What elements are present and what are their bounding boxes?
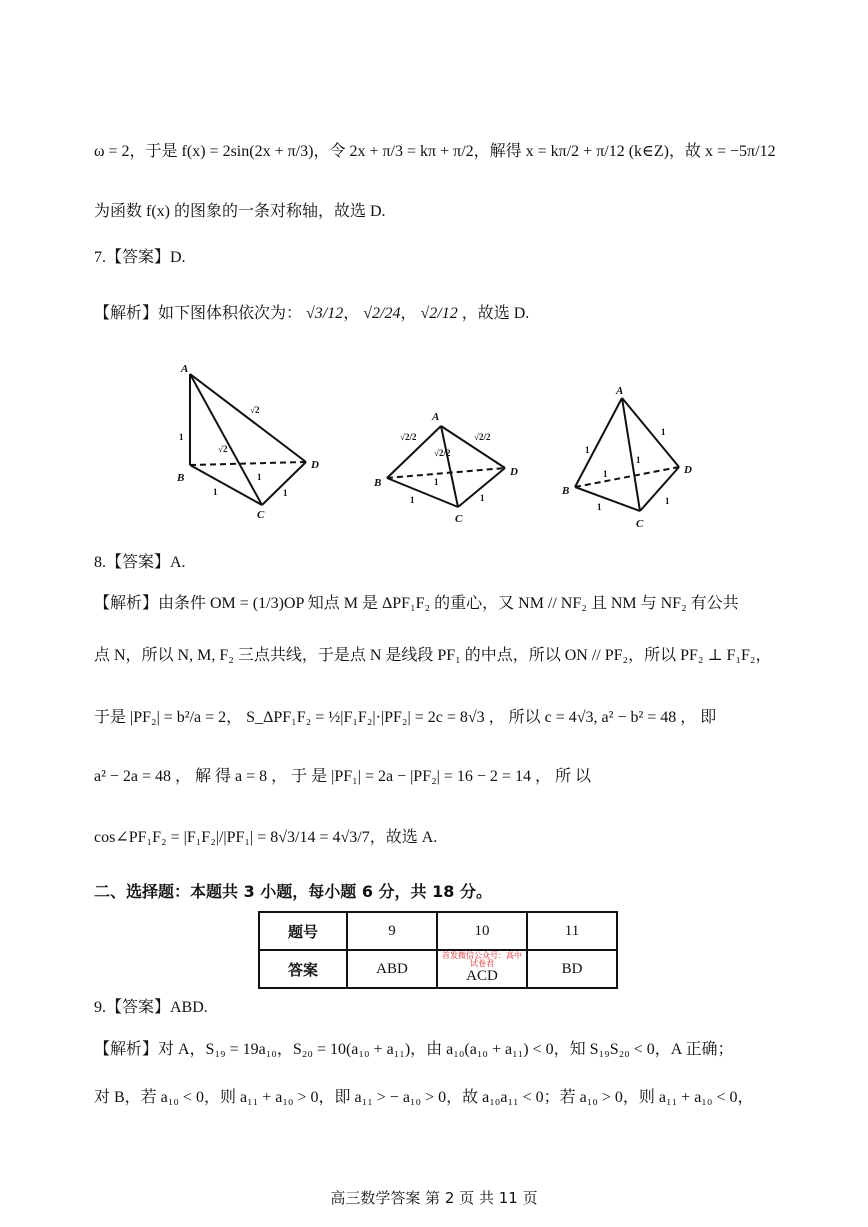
fig2-edge-BC: 1 bbox=[410, 495, 415, 505]
fig3-label-D: D bbox=[684, 464, 692, 476]
question-number-cell: 11 bbox=[527, 912, 617, 950]
fig2-label-D: D bbox=[510, 466, 518, 478]
answer-9-text: 9.【答案】ABD. bbox=[94, 999, 208, 1016]
fig3-edge-BC: 1 bbox=[597, 502, 602, 512]
analysis-8-text-4: a² − 2a = 48 ， 解 得 a = 8 ， 于 是 |PF₁| = 2a − |PF₂| = 16 − 2 = 14 ， 所 以 bbox=[94, 768, 591, 785]
analysis-7-prefix: 【解析】如下图体积依次为： bbox=[94, 305, 303, 322]
row-label-number: 题号 bbox=[259, 912, 347, 950]
fig3-edge-BD: 1 bbox=[603, 469, 608, 479]
answer-9 bbox=[94, 996, 774, 1020]
fig2-edge-AC: √2/2 bbox=[434, 448, 451, 458]
fig3-edge-AC: 1 bbox=[636, 455, 641, 465]
volume-3: √2/12 bbox=[420, 305, 458, 322]
question-number-cell: 9 bbox=[347, 912, 437, 950]
fig1-label-B: B bbox=[177, 472, 185, 484]
answer-value: ACD bbox=[466, 967, 498, 984]
fig2-label-A: A bbox=[432, 411, 440, 423]
analysis-8-text-3: 于是 |PF₂| = b²/a = 2， S_ΔPF₁F₂ = ½|F₁F₂|·|PF₂| = 2c = 8√3 ， 所以 c = 4√3, a² − b² = 48 ， 即 bbox=[94, 709, 717, 726]
analysis-8-line-3 bbox=[94, 706, 774, 730]
fig2-edge-AD: √2/2 bbox=[474, 432, 491, 442]
section-heading bbox=[94, 880, 774, 904]
omega-symmetry-axis-text: ω = 2，于是 f(x) = 2sin(2x + π/3)，令 2x + π/3 = kπ + π/2，解得 x = kπ/2 + π/12 (k∈Z)，故 x = −5π/12 bbox=[94, 143, 776, 160]
answer-table bbox=[258, 911, 618, 989]
answer-cell bbox=[437, 950, 527, 988]
analysis-9-line-2 bbox=[94, 1086, 774, 1110]
fig3-edge-AB: 1 bbox=[585, 445, 590, 455]
table-row bbox=[259, 950, 617, 988]
fig1-edge-BD: 1 bbox=[257, 472, 262, 482]
fig3-edge-CD: 1 bbox=[665, 496, 670, 506]
solution-line-1 bbox=[94, 140, 774, 164]
answer-cell bbox=[527, 950, 617, 988]
analysis-8-text-1: 【解析】由条件 OM = (1/3)OP 知点 M 是 ΔPF₁F₂ 的重心，又 NM // NF₂ 且 NM 与 NF₂ 有公共 bbox=[94, 595, 739, 612]
analysis-7-suffix: ，故选 D. bbox=[461, 305, 530, 322]
answer-cell bbox=[347, 950, 437, 988]
fig1-label-C: C bbox=[257, 509, 265, 521]
fig2-edge-AB: √2/2 bbox=[400, 432, 417, 442]
fig3-label-C: C bbox=[636, 518, 644, 530]
fig1-edge-AB: 1 bbox=[179, 432, 184, 442]
answer-8-text: 8.【答案】A. bbox=[94, 554, 186, 571]
volume-1: √3/12 bbox=[306, 305, 344, 322]
answer-7-text: 7.【答案】D. bbox=[94, 249, 186, 266]
fig3-label-A: A bbox=[616, 385, 624, 397]
volume-2: √2/24 bbox=[363, 305, 401, 322]
answer-value: BD bbox=[561, 960, 583, 977]
symmetry-conclusion-text: 为函数 f(x) 的图象的一条对称轴，故选 D. bbox=[94, 203, 386, 220]
analysis-8-line-4 bbox=[94, 765, 774, 789]
fig1-edge-AD: √2 bbox=[250, 405, 260, 415]
fig1-label-A: A bbox=[181, 363, 189, 375]
tetrahedron-figures bbox=[0, 360, 868, 540]
analysis-9-text-2: 对 B，若 a₁₀ < 0，则 a₁₁ + a₁₀ > 0，即 a₁₁ > − a₁₀ > 0，故 a₁₀a₁₁ < 0；若 a₁₀ > 0，则 a₁₁ + a₁₀ < 0， bbox=[94, 1089, 754, 1106]
fig1-edge-BC: 1 bbox=[213, 487, 218, 497]
watermark-text: 首发微信公众号：高中试卷君 bbox=[442, 950, 522, 968]
analysis-7: 【解析】如下图体积依次为： √3/12， √2/24， √2/12 ，故选 D. bbox=[94, 305, 530, 322]
fig1-label-D: D bbox=[311, 459, 319, 471]
page-footer: 高三数学答案 第 2 页 共 11 页 bbox=[330, 1189, 538, 1207]
answer-value: ABD bbox=[376, 960, 408, 977]
fig2-label-C: C bbox=[455, 513, 463, 525]
fig1-edge-CD: 1 bbox=[283, 488, 288, 498]
analysis-9-text-1: 【解析】对 A，S₁₉ = 19a₁₀，S₂₀ = 10(a₁₀ + a₁₁)，由 a₁₀(a₁₀ + a₁₁) < 0，知 S₁₉S₂₀ < 0，A 正确； bbox=[94, 1041, 734, 1058]
fig1-edge-AC: √2 bbox=[218, 444, 228, 454]
section-heading-text: 二、选择题：本题共 3 小题，每小题 6 分，共 18 分。 bbox=[94, 882, 492, 901]
analysis-8-line-5 bbox=[94, 826, 774, 850]
fig2-label-B: B bbox=[374, 477, 382, 489]
fig2-edge-BD: 1 bbox=[434, 477, 439, 487]
analysis-8-line-2 bbox=[94, 644, 774, 668]
fig2-edge-CD: 1 bbox=[480, 493, 485, 503]
solution-line-2 bbox=[94, 200, 774, 224]
fig3-label-B: B bbox=[562, 485, 570, 497]
answer-7 bbox=[94, 246, 774, 270]
fig3-edge-AD: 1 bbox=[661, 427, 666, 437]
analysis-8-text-2: 点 N，所以 N, M, F₂ 三点共线，于是点 N 是线段 PF₁ 的中点，所以 ON // PF₂，所以 PF₂ ⊥ F₁F₂， bbox=[94, 647, 772, 664]
question-number-cell: 10 bbox=[437, 912, 527, 950]
row-label-answer: 答案 bbox=[259, 950, 347, 988]
analysis-8-line-1 bbox=[94, 592, 774, 616]
answer-8 bbox=[94, 551, 774, 575]
analysis-9-line-1 bbox=[94, 1038, 774, 1062]
analysis-8-text-5: cos∠PF₁F₂ = |F₁F₂|/|PF₁| = 8√3/14 = 4√3/7，故选 A. bbox=[94, 829, 438, 846]
table-row bbox=[259, 912, 617, 950]
